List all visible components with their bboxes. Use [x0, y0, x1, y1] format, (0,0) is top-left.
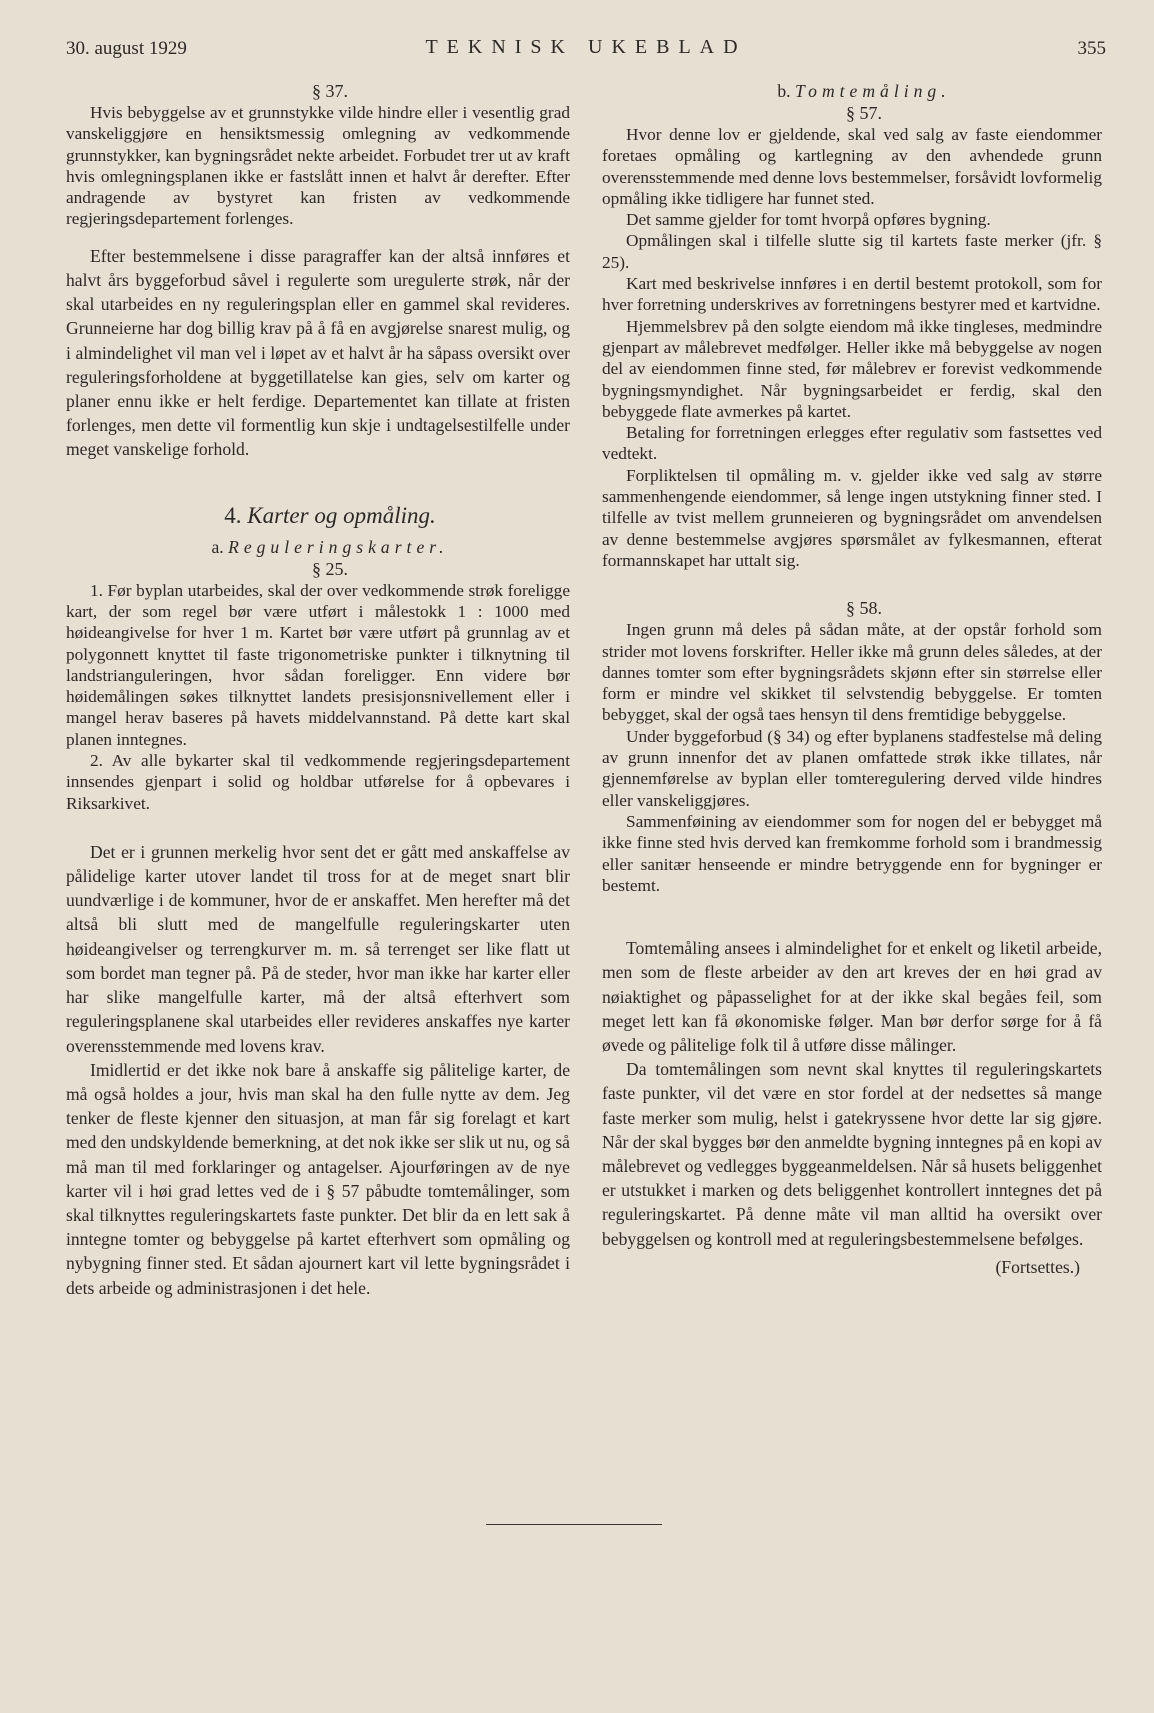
section-57-title: § 57. [846, 103, 882, 123]
issue-date: 30. august 1929 [66, 38, 187, 59]
section-58-title: § 58. [846, 598, 882, 619]
commentary-paragraph: Imidlertid er det ikke nok bare å anskaffe sig pålitelige karter, de må også holdes a jour, hvis man skal ha den fulle nytte av dem. Jeg tenker de fleste kjenner den situasjon, at man får sig forelagt et kart med den undskyldende bemerkning, at det nok ikke ser slik ut nu, og så må man til med forklaringer og antagelser. Ajourføringen av de nye karter vil i høi grad lettes ved de i § 57 påbudte tomtemålinger, som skal tilknyttes reguleringskartets faste punkter. Det blir da en lett sak å inntegne tomter og bebyggelse på kartet efterhvert som opmåling og nybygning finner sted. Et sådan ajournert kart vil lette bygningsrådet i dets arbeide og administrasjonen i det hele. [66, 1059, 570, 1298]
chapter-number: 4. [224, 502, 242, 528]
commentary-paragraph: Efter bestemmelsene i disse paragraffer kan der altså innføres et halvt års byggeforbud såvel i regulerte som uregulerte strøk, når der skal utarbeides en ny reguleringsplan eller en gammel skal revideres. Grunneierne har dog billig krav på å få en avgjørelse snarest mulig, og i almindelighet vil man vel i løpet av et halvt år ha såpass oversikt over reguleringsforholdene at byggetillatelse kan gies, selv om karter og planer ennu ikke er helt ferdige. Departementet kan tillate at fristen forlenges, men dette vil formentlig kun skje i undtagelsestilfelle under meget vanskelige forhold. [66, 245, 570, 460]
section-57-text: Hjemmelsbrev på den solgte eiendom må ikke tingleses, medmindre gjenpart av målebrevet medfølger. Heller ikke må bebyggelse av nogen del av eiendommen finne sted, før målebrev er forevist vedkommende bygningsmyndighet. Når bygningsarbeidet er ferdig, skal den bebyggede flate avmerkes på kartet. [602, 316, 1102, 421]
right-column [602, 80, 1102, 1278]
page-header [66, 36, 1106, 64]
subheading-b-letter: b. [777, 81, 791, 101]
section-58-text: Sammenføining av eiendommer som for nogen del er bebygget må ikke finne sted hvis derved kan fremkomme forhold som i brandmessig eller sanitær henseende er mindre betryggende enn for bygninger er bestemt. [602, 811, 1102, 895]
section-57-text: Kart med beskrivelse innføres i en dertil bestemt protokoll, som for hver forretning underskrives av forretningens bestyrer med et kartvidne. [602, 274, 1102, 315]
section-25-title: § 25. [312, 558, 348, 579]
subheading-a-letter: a. [211, 536, 224, 557]
section-58-text: Under byggeforbud (§ 34) og efter byplanens stadfestelse må deling av grunn innenfor det av planen omfattede strøk ikke tillates, når gjennemførelse av byplan eller tomteregulering derved vilde hindres eller vanskeliggjøres. [602, 726, 1102, 810]
section-57-text: Forpliktelsen til opmåling m. v. gjelder ikke ved salg av større sammenhengende eiendommer, så lenge ingen utstykning finner sted. I tilfelle av tvist mellem grunneieren og bygningsrådet om anvendelsen av denne bestemmelse avgjøres spørsmålet av fylkesmannen, efterat formannskapet har uttalt sig. [602, 465, 1102, 570]
commentary-paragraph: Da tomtemålingen som nevnt skal knyttes til reguleringskartets faste punkter, vil det være en stor fordel at der nedsettes så mange faste merker som mulig, helst i gatekryssene hvor dette lar sig gjøre. Når der skal bygges bør den anmeldte bygning inntegnes på en kopi av målebrevet og vedlegges byggeanmeldelsen. Når så husets beliggenhet er utstukket i marken og dets beliggenhet kontrollert inntegnes det på reguleringskartet. På denne måte vil man alltid ha oversikt over bebyggelsen og kontroll med at reguleringsbestemmelsene befølges. [602, 1059, 1102, 1249]
left-column [66, 80, 570, 1300]
section-58-text: Ingen grunn må deles på sådan måte, at der opstår forhold som strider mot lovens forskrifter. Heller ikke må grunn deles således, at der dannes tomter som efter bygningsrådets skjønn efter sin størrelse eller form er mindre vel skikket til selvstendig bebyggelse. Er tomten bebygget, skal der også taes hensyn til dens fremtidige bebyggelse. [602, 620, 1102, 725]
section-37-title: § 37. [312, 81, 348, 101]
commentary-paragraph: Tomtemåling ansees i almindelighet for et enkelt og liketil arbeide, men som de fleste arbeider av den art kreves der en høi grad av nøiaktighet og påpasselighet for at der ikke skal begåes feil, som meget lett kan få økonomiske følger. Man bør derfor sørge for å få øvede og pålitelige folk til å utføre disse målinger. [602, 938, 1102, 1055]
subheading-a [66, 536, 570, 558]
continued-note: (Fortsettes.) [995, 1256, 1080, 1277]
section-37-text: Hvis bebyggelse av et grunnstykke vilde hindre eller i vesentlig grad vanskeliggjøre en hensiktsmessig omlegning av vedkommende grunnstykker, kan bygningsrådet nekte arbeidet. Forbudet trer ut av kraft hvis omlegningsplanen ikke er fastslått innen et halvt år derefter. Efter andragende av bystyret kan fristen av vedkommende regjeringsdepartement forlenges. [66, 103, 570, 229]
section-57-text: Betaling for forretningen erlegges efter regulativ som fastsettes ved vedtekt. [602, 423, 1102, 464]
section-25-item-2: 2. Av alle bykarter skal til vedkommende regjeringsdepartement innsendes gjenpart i solid og holdbar utførelse for å opbevares i Riksarkivet. [66, 750, 570, 813]
commentary-paragraph: Det er i grunnen merkelig hvor sent det er gått med anskaffelse av pålidelige karter utover landet til tross for at de meget snart blir uundværlige i de kommuner, hvor de er anskaffet. Men herefter må det altså bli slutt med de mangelfulle reguleringskarter uten høideangivelser og terrengkurver m. m. så terrenget ser like flatt ut som bordet man tegner på. På de steder, hvor man ikke har karter eller har slike mangelfulle karter, må der altså efterhvert som reguleringsplanene skal utarbeides eller revideres anskaffes nye karter overensstemmende med lovens krav. [66, 841, 570, 1056]
end-rule [486, 1524, 662, 1525]
page-number: 355 [1077, 38, 1106, 59]
subheading-b-title: Tomtemåling. [794, 81, 951, 101]
masthead: TEKNISK UKEBLAD [425, 36, 747, 58]
chapter-title: Karter og opmåling. [247, 502, 436, 528]
section-57-text: Det samme gjelder for tomt hvorpå opføres bygning. [626, 210, 991, 230]
section-57-text: Opmålingen skal i tilfelle slutte sig til kartets faste merker (jfr. § 25). [602, 231, 1102, 272]
chapter-heading [66, 502, 570, 530]
section-57-text: Hvor denne lov er gjeldende, skal ved salg av faste eiendommer foretaes opmåling og kartlegning av den avhendede grunn overensstemmende med denne lovs bestemmelser, forsåvidt lovformelig opmåling ikke tidligere har funnet sted. [602, 125, 1102, 208]
subheading-b [602, 80, 1102, 102]
section-25-item-1: 1. Før byplan utarbeides, skal der over vedkommende strøk foreligge kart, der som regel bør være utført i målestokk 1 : 1000 med høideangivelse for hver 1 m. Kartet bør være utført på grunnlag av et polygonnett knyttet til faste trigonometriske punkter i tilknytning til landstrianguleringen, hvor sådan foreligger. Enn videre bør høidemålingen søkes tilknyttet landets presisjonsnivellement eller i mangel herav baseres på havets middelvannstand. På dette kart skal planen inntegnes. [66, 580, 570, 749]
subheading-a-title: Reguleringskarter. [228, 536, 449, 557]
